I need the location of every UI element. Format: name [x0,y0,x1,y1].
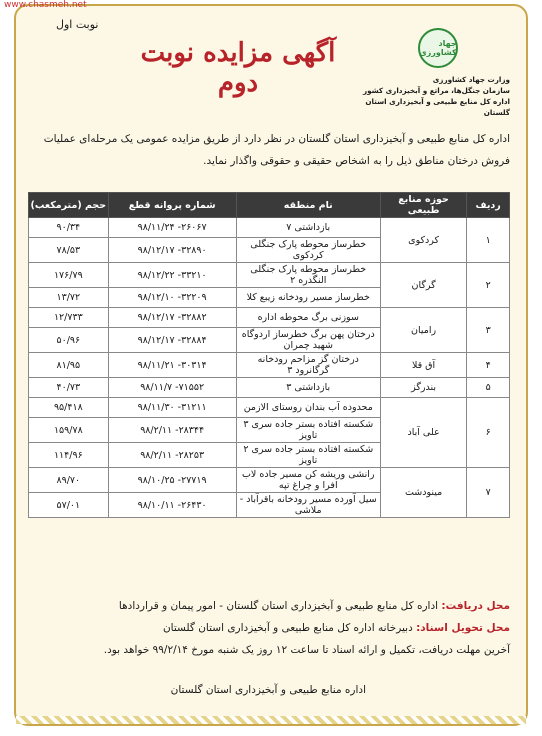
volume-cell: ۴۰/۷۳ [29,378,109,398]
permit-cell: ۹۸/۱۱/۳۰ -۳۱۲۱۱ [108,398,236,418]
place-cell: خطرساز محوطه پارک جنگلی کردکوی [236,238,380,263]
place-cell: سیل آورده مسیر رودخانه باقرآباد - ملاشی [236,493,380,518]
volume-cell: ۸۹/۷۰ [29,468,109,493]
table-row [29,468,510,493]
col-permit: شماره پروانه قطع [108,193,236,218]
table-row [29,308,510,328]
area-cell: گرگان [380,263,467,308]
delivery-line [30,618,510,638]
col-row: ردیف [467,193,510,218]
table-row [29,218,510,238]
volume-cell: ۹۰/۳۴ [29,218,109,238]
watermark: www.chasmeh.net [4,0,87,10]
volume-cell: ۱۷۶/۷۹ [29,263,109,288]
row-number: ۳ [467,308,510,353]
row-number: ۱ [467,218,510,263]
round-label: نوبت اول [56,18,99,31]
receipt-label: محل دریافت: [441,600,510,612]
org-line: سازمان جنگل‌ها، مراتع و آبخیزداری کشور [362,86,510,95]
permit-cell: ۹۸/۱۲/۱۷ -۳۲۸۸۴ [108,328,236,353]
area-cell: رامیان [380,308,467,353]
table-row [29,263,510,288]
row-number: ۷ [467,468,510,518]
permit-cell: ۹۸/۱۰/۱۱ -۲۶۴۳۰ [108,493,236,518]
volume-cell: ۷۸/۵۳ [29,238,109,263]
place-cell: بازداشتی ۳ [236,378,380,398]
place-cell: شکسته افتاده بستر جاده سری ۲ تاویز [236,443,380,468]
row-number: ۶ [467,398,510,468]
col-place: نام منطقه [236,193,380,218]
volume-cell: ۱۳/۷۲ [29,288,109,308]
receipt-value: اداره کل منابع طبیعی و آبخیزداری استان گلستان - امور پیمان و قراردادها [118,600,439,612]
intro-paragraph: اداره کل منابع طبیعی و آبخیزداری استان گلستان در نظر دارد از طریق مزایده عمومی یک مرحله‌ای عملیات فروش درختان مناطق ذیل را به اشخاص حقیقی و حقوقی واگذار نماید. [43,133,510,167]
bottom-stripe [16,716,526,724]
col-volume: حجم (مترمکعب) [29,193,109,218]
place-cell: درختان پهن برگ خطرساز اردوگاه شهید چمران [236,328,380,353]
table-header-row [29,193,510,218]
permit-cell: ۹۸/۲/۱۱ -۲۸۲۵۳ [108,443,236,468]
permit-cell: ۹۸/۲/۱۱ -۲۸۳۴۴ [108,418,236,443]
place-cell: خطرساز محوطه پارک جنگلی النگدره ۲ [236,263,380,288]
row-number: ۵ [467,378,510,398]
delivery-label: محل تحویل اسناد: [416,622,510,634]
auction-table [28,192,510,518]
permit-cell: ۹۸/۱۲/۱۰ -۳۲۲۰۹ [108,288,236,308]
row-number: ۲ [467,263,510,308]
org-line: اداره کل منابع طبیعی و آبخیزداری استان گلستان [365,97,510,117]
volume-cell: ۹۵/۴۱۸ [29,398,109,418]
org-lines [340,74,510,118]
place-cell: سوزنی برگ محوطه اداره [236,308,380,328]
area-cell: مینودشت [380,468,467,518]
volume-cell: ۱۲/۷۳۳ [29,308,109,328]
place-cell: محدوده آب بندان روستای الازمن [236,398,380,418]
permit-cell: ۹۸/۱۱/۲۴ -۲۶۰۶۷ [108,218,236,238]
area-cell: کردکوی [380,218,467,263]
logo-text: جهاد کشاورزی [419,39,457,57]
place-cell: بازداشتی ۷ [236,218,380,238]
place-cell: رانشی وریشه کن مسیر جاده لاب افرا و چراغ تپه [236,468,380,493]
volume-cell: ۱۵۹/۷۸ [29,418,109,443]
row-number: ۴ [467,353,510,378]
volume-cell: ۱۱۴/۹۶ [29,443,109,468]
table-row [29,378,510,398]
place-cell: درختان گز مزاحم رودخانه گرگانرود ۳ [236,353,380,378]
notice-title: آگهی مزایده نوبت دوم [140,38,336,98]
col-area: حوزه منابع طبیعی [380,193,467,218]
place-cell: خطرساز مسیر رودخانه زیبع کلا [236,288,380,308]
area-cell: علی آباد [380,398,467,468]
volume-cell: ۵۰/۹۶ [29,328,109,353]
delivery-value: دبیرخانه اداره کل منابع طبیعی و آبخیزداری استان گلستان [162,622,413,634]
notice-frame [14,4,528,726]
area-cell: بندرگز [380,378,467,398]
volume-cell: ۵۷/۰۱ [29,493,109,518]
permit-cell: ۹۸/۱۲/۲۲ -۳۳۲۱۰ [108,263,236,288]
permit-cell: ۹۸/۱۰/۲۵ -۲۷۷۱۹ [108,468,236,493]
deadline-line: آخرین مهلت دریافت، تکمیل و ارائه اسناد تا ساعت ۱۲ روز یک شنبه مورخ ۹۹/۲/۱۴ خواهد بود. [103,644,510,656]
permit-cell: ۹۸/۱۲/۱۷ -۳۲۸۹۰ [108,238,236,263]
place-cell: شکسته افتاده بستر جاده سری ۳ تاویز [236,418,380,443]
table-row [29,398,510,418]
area-cell: آق قلا [380,353,467,378]
org-line: وزارت جهاد کشاورزی [432,75,510,84]
permit-cell: ۹۸/۱۱/۲۱ -۳۰۳۱۴ [108,353,236,378]
signature: اداره منابع طبیعی و آبخیزداری استان گلستان [170,684,366,696]
volume-cell: ۸۱/۹۵ [29,353,109,378]
permit-cell: ۹۸/۱۱/۷ -۷۱۵۵۲ [108,378,236,398]
table-body [29,218,510,518]
ministry-logo-icon [418,28,458,68]
receipt-line [30,596,510,616]
permit-cell: ۹۸/۱۲/۱۷ -۳۲۸۸۲ [108,308,236,328]
table-row [29,353,510,378]
